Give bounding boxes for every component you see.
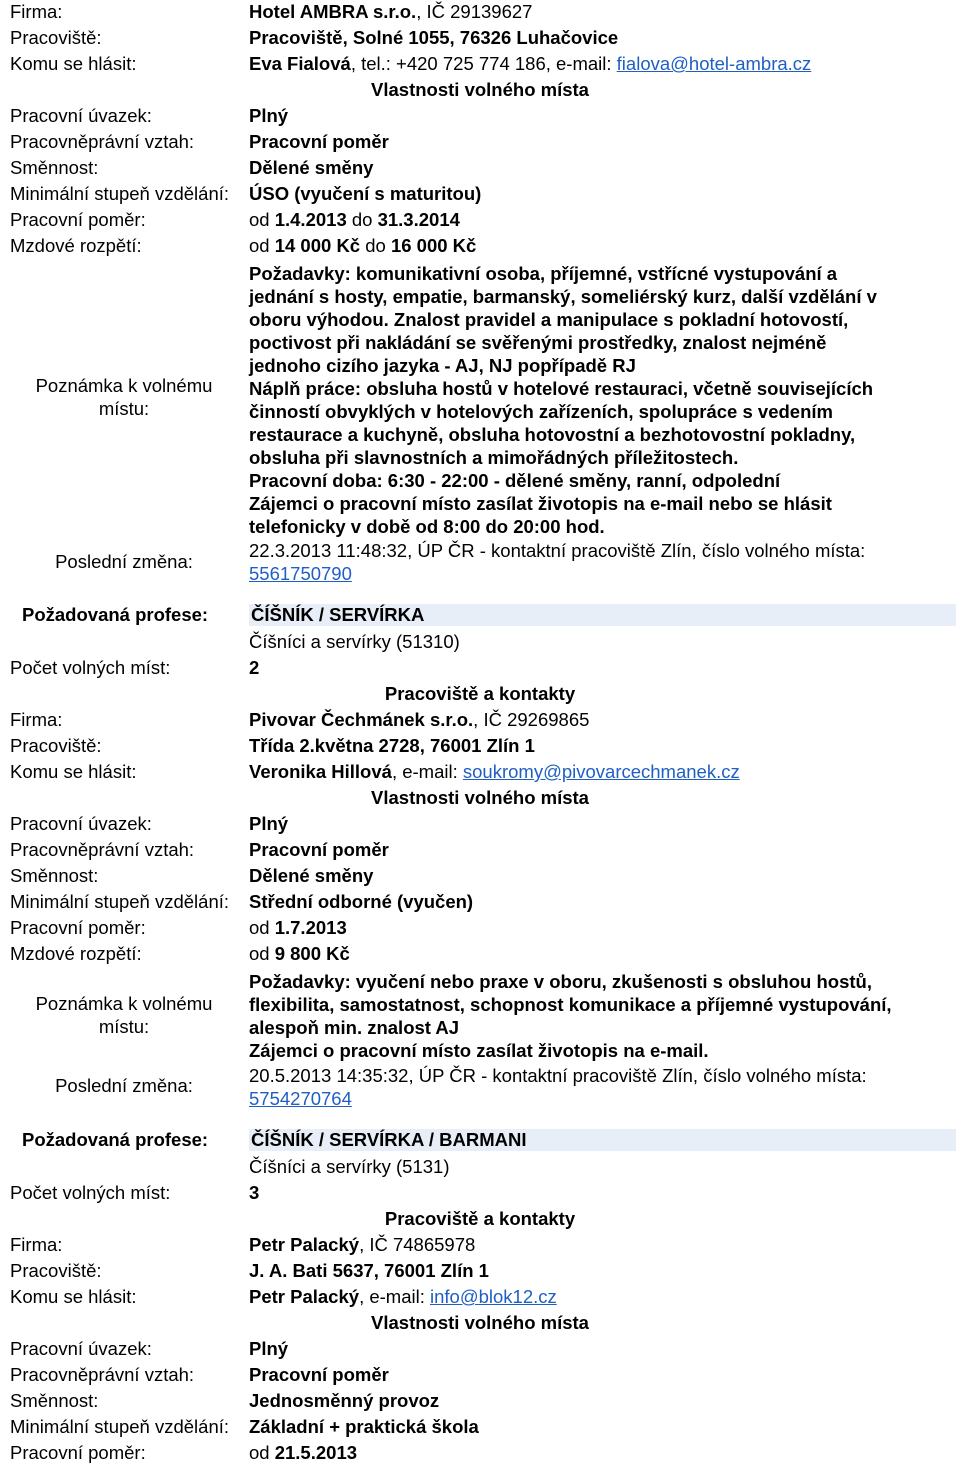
pomer-label: Pracovní poměr: (10, 209, 146, 230)
vztah-label: Pracovněprávní vztah: (10, 839, 195, 860)
poznamka-line: jednání s hosty, empatie, barmanský, someliérský kurz, další vzdělání v (249, 286, 877, 307)
mzda-to-word: do (360, 235, 391, 256)
vacancy-number-link[interactable]: 5561750790 (249, 563, 352, 584)
mzda-from-word: od (249, 235, 275, 256)
firma-name: Pivovar Čechmánek s.r.o. (249, 709, 474, 730)
contact-details: , e-mail: (391, 761, 463, 782)
firma-ic: , IČ 29269865 (473, 709, 590, 730)
smennost-value: Jednosměnný provoz (249, 1390, 440, 1411)
zmena-text: 22.3.2013 11:48:32, ÚP ČR - kontaktní pracoviště Zlín, číslo volného místa: (249, 540, 866, 561)
firma-ic: , IČ 29139627 (416, 1, 533, 22)
vzdelani-label: Minimální stupeň vzdělání: (10, 183, 230, 204)
zmena-label: Poslední změna: (55, 1075, 193, 1096)
poznamka-line: Zájemci o pracovní místo zasílat životopis na e-mail. (249, 1040, 709, 1061)
contact-details: , tel.: +420 725 774 186, e-mail: (350, 53, 617, 74)
section-heading: Pracoviště a kontakty (384, 683, 576, 704)
email-link[interactable]: soukromy@pivovarcechmanek.cz (462, 761, 740, 782)
mzda-label: Mzdové rozpětí: (10, 943, 142, 964)
mzda-from: 9 800 Kč (274, 943, 350, 964)
firma-ic: , IČ 74865978 (359, 1234, 476, 1255)
poznamka-line: Požadavky: vyučení nebo praxe v oboru, zkušenosti s obsluhou hostů, (249, 971, 872, 992)
pomer-to-date: 31.3.2014 (377, 209, 460, 230)
mzda-from: 14 000 Kč (274, 235, 361, 256)
firma-label: Firma: (10, 1, 63, 22)
vztah-value: Pracovní poměr (249, 1364, 389, 1385)
poznamka-text-1 (249, 262, 949, 538)
email-link[interactable]: info@blok12.cz (430, 1286, 557, 1307)
section-heading: Vlastnosti volného místa (371, 79, 589, 100)
poznamka-line: telefonicky v době od 8:00 do 20:00 hod. (249, 516, 605, 537)
contact-name: Petr Palacký (249, 1286, 360, 1307)
section-heading: Vlastnosti volného místa (371, 787, 589, 808)
email-link[interactable]: fialova@hotel-ambra.cz (616, 53, 812, 74)
zmena-text: 20.5.2013 14:35:32, ÚP ČR - kontaktní pracoviště Zlín, číslo volného místa: (249, 1065, 867, 1086)
profese-label: Požadovaná profese: (22, 604, 209, 625)
contact-name: Eva Fialová (249, 53, 351, 74)
poznamka-line: Zájemci o pracovní místo zasílat životopis na e-mail nebo se hlásit (249, 493, 832, 514)
section-heading: Pracoviště a kontakty (384, 1208, 576, 1229)
poznamka-line: činností obvyklých v hotelových zařízeních, spolupráce s vedením (249, 401, 833, 422)
poznamka-line: Požadavky: komunikativní osoba, příjemné, vstřícné vystupování a (249, 263, 838, 284)
vztah-value: Pracovní poměr (249, 839, 389, 860)
poznamka-text-2 (249, 970, 949, 1062)
firma-label: Firma: (10, 709, 63, 730)
poznamka-line: alespoň min. znalost AJ (249, 1017, 460, 1038)
zmena-value-2 (249, 1064, 867, 1110)
pracoviste-label: Pracoviště: (10, 735, 102, 756)
firma-name: Hotel AMBRA s.r.o. (249, 1, 417, 22)
poznamka-label: Poznámka k volnému místu: (35, 993, 213, 1037)
poznamka-line: restaurace a kuchyně, obsluha hotovostní a bezhotovostní pokladny, (249, 424, 856, 445)
zmena-value-1 (249, 539, 865, 585)
pracoviste-value: Třída 2.května 2728, 76001 Zlín 1 (249, 735, 535, 756)
vacancy-number-link[interactable]: 5754270764 (249, 1088, 352, 1109)
poznamka-line: Náplň práce: obsluha hostů v hotelové restauraci, včetně souvisejících (249, 378, 874, 399)
pomer-from-word: od (249, 209, 275, 230)
pomer-from-date: 1.7.2013 (274, 917, 347, 938)
komu-label: Komu se hlásit: (10, 53, 137, 74)
profese-label: Požadovaná profese: (22, 1129, 209, 1150)
vzdelani-value: Střední odborné (vyučen) (249, 891, 474, 912)
pomer-from-date: 1.4.2013 (274, 209, 347, 230)
pocet-label: Počet volných míst: (10, 1182, 171, 1203)
uvazek-label: Pracovní úvazek: (10, 1338, 152, 1359)
contact-details: , e-mail: (359, 1286, 430, 1307)
uvazek-value: Plný (249, 813, 289, 834)
smennost-value: Dělené směny (249, 865, 374, 886)
pomer-from-word: od (249, 1442, 275, 1463)
pomer-from-word: od (249, 917, 275, 938)
poznamka-line: obsluha při slavnostních a mimořádných příležitostech. (249, 447, 739, 468)
mzda-to: 16 000 Kč (390, 235, 477, 256)
smennost-label: Směnnost: (10, 1390, 99, 1411)
firma-name: Petr Palacký (249, 1234, 360, 1255)
poznamka-label: Poznámka k volnému místu: (35, 375, 213, 419)
mzda-label: Mzdové rozpětí: (10, 235, 142, 256)
vztah-value: Pracovní poměr (249, 131, 389, 152)
zmena-label: Poslední změna: (55, 551, 193, 572)
vztah-label: Pracovněprávní vztah: (10, 1364, 195, 1385)
contact-name: Veronika Hillová (249, 761, 392, 782)
vztah-label: Pracovněprávní vztah: (10, 131, 195, 152)
uvazek-label: Pracovní úvazek: (10, 105, 152, 126)
pracoviste-value: Pracoviště, Solné 1055, 76326 Luhačovice (249, 27, 619, 48)
section-heading: Vlastnosti volného místa (371, 1312, 589, 1333)
poznamka-line: jednoho cizího jazyka - AJ, NJ popřípadě RJ (249, 355, 636, 376)
firma-label: Firma: (10, 1234, 63, 1255)
profese-value: ČÍŠNÍK / SERVÍRKA (249, 604, 956, 626)
uvazek-value: Plný (249, 1338, 289, 1359)
pomer-to-word: do (346, 209, 378, 230)
pomer-label: Pracovní poměr: (10, 1442, 146, 1463)
smennost-label: Směnnost: (10, 157, 99, 178)
smennost-value: Dělené směny (249, 157, 374, 178)
pracoviste-value: J. A. Bati 5637, 76001 Zlín 1 (249, 1260, 489, 1281)
poznamka-line: Pracovní doba: 6:30 - 22:00 - dělené směny, ranní, odpolední (249, 470, 781, 491)
pomer-label: Pracovní poměr: (10, 917, 146, 938)
profese-subtitle: Číšníci a servírky (5131) (249, 1156, 450, 1177)
vzdelani-label: Minimální stupeň vzdělání: (10, 1416, 230, 1437)
pracoviste-label: Pracoviště: (10, 1260, 102, 1281)
uvazek-label: Pracovní úvazek: (10, 813, 152, 834)
smennost-label: Směnnost: (10, 865, 99, 886)
profese-value: ČÍŠNÍK / SERVÍRKA / BARMANI (249, 1129, 956, 1151)
vzdelani-value: Základní + praktická škola (249, 1416, 479, 1437)
pomer-from-date: 21.5.2013 (274, 1442, 358, 1463)
vzdelani-value: ÚSO (vyučení s maturitou) (249, 183, 482, 204)
vzdelani-label: Minimální stupeň vzdělání: (10, 891, 230, 912)
poznamka-line: oboru výhodou. Znalost pravidel a manipulace s pokladní hotovostí, (249, 309, 849, 330)
komu-label: Komu se hlásit: (10, 1286, 137, 1307)
pocet-label: Počet volných míst: (10, 657, 171, 678)
poznamka-line: poctivost při nakládání se svěřenými prostředky, znalost nejméně (249, 332, 827, 353)
komu-label: Komu se hlásit: (10, 761, 137, 782)
pracoviste-label: Pracoviště: (10, 27, 102, 48)
uvazek-value: Plný (249, 105, 289, 126)
profese-subtitle: Číšníci a servírky (51310) (249, 631, 460, 652)
pocet-value: 3 (249, 1182, 260, 1203)
mzda-from-word: od (249, 943, 275, 964)
poznamka-line: flexibilita, samostatnost, schopnost komunikace a příjemné vystupování, (249, 994, 892, 1015)
pocet-value: 2 (249, 657, 260, 678)
